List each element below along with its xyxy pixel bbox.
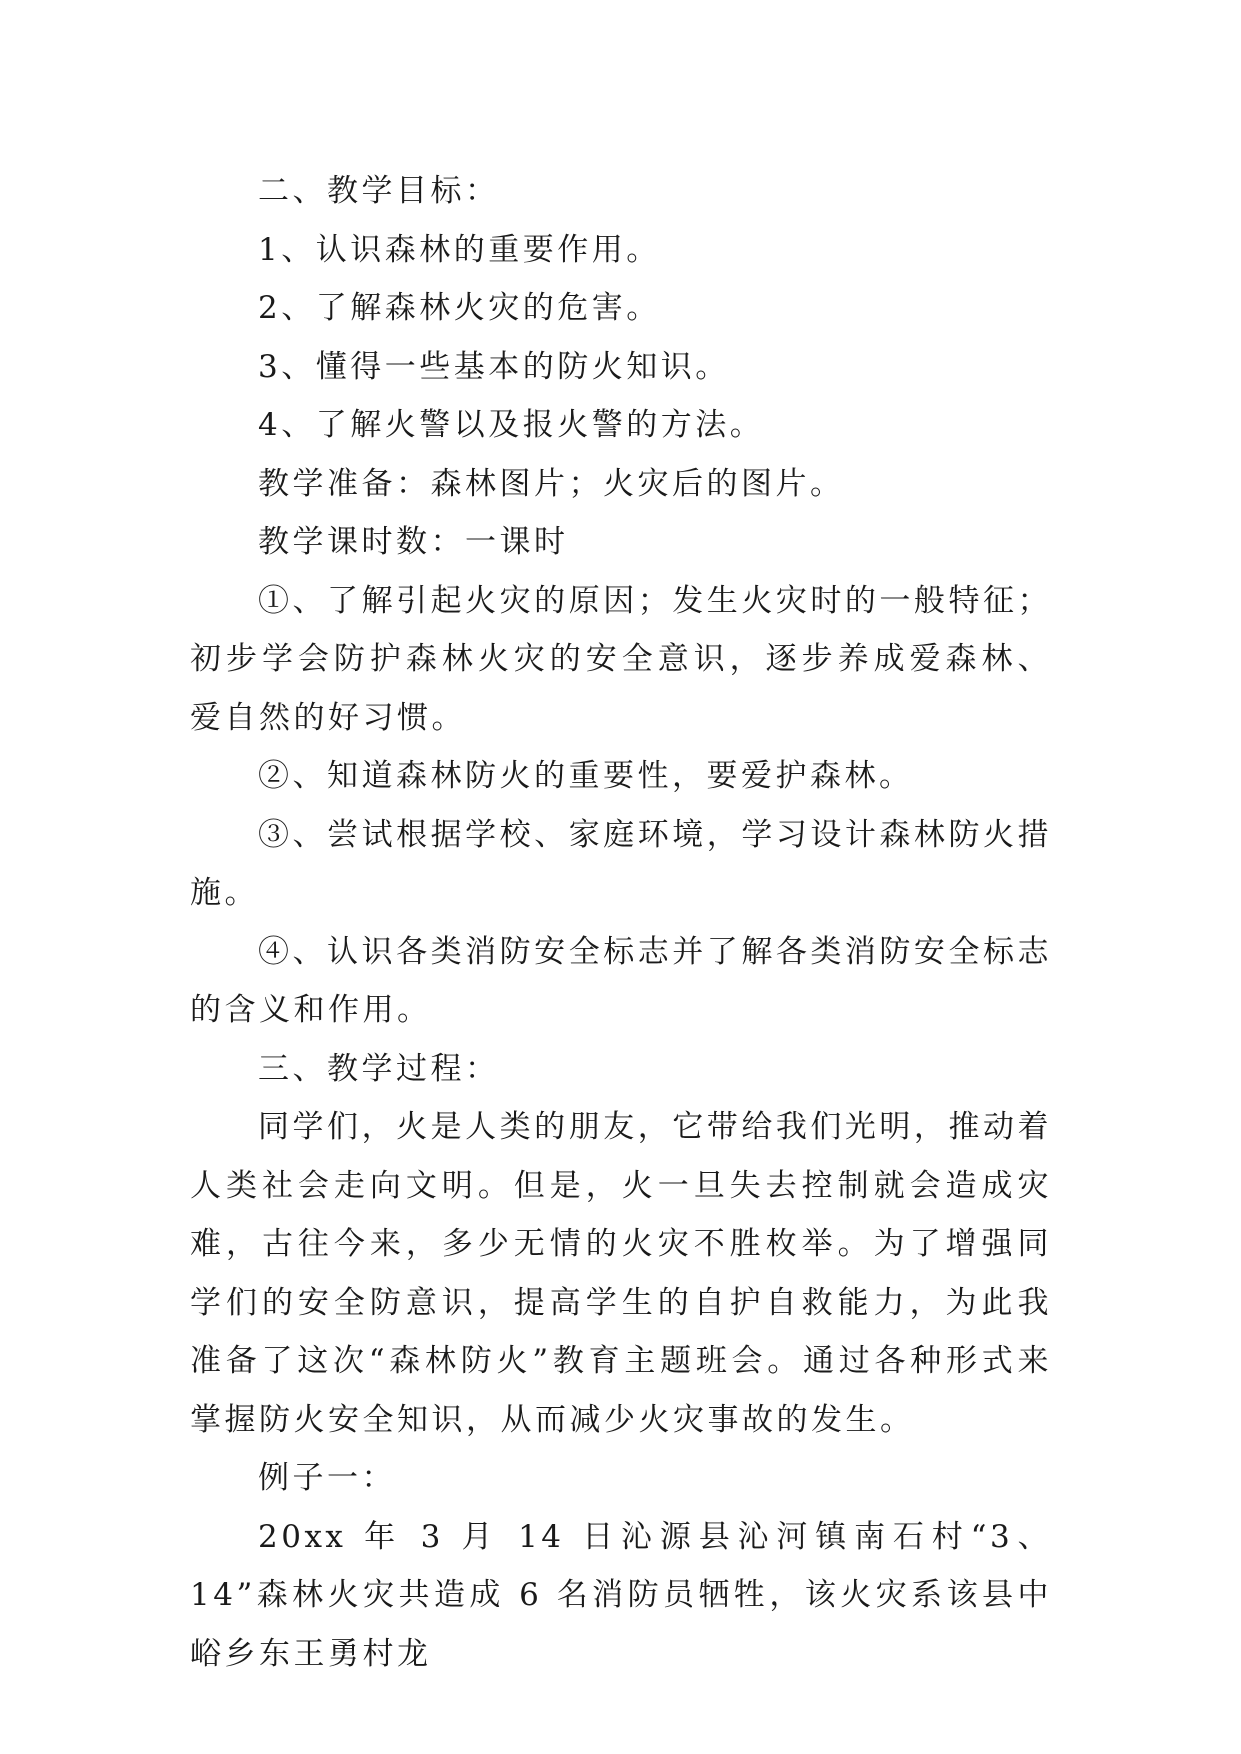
section-heading-objectives: 二、教学目标： xyxy=(258,173,500,209)
goal-paragraph-1: ①、了解引起火灾的原因；发生火灾时的一般特征；初步学会防护森林火灾的安全意识，逐步养成爱森林、爱自然的好习惯。 xyxy=(190,582,1052,736)
goal-paragraph-4: ④、认识各类消防安全标志并了解各类消防安全标志的含义和作用。 xyxy=(190,933,1052,1028)
example-heading: 例子一： xyxy=(258,1460,396,1496)
objective-item-1: 1、认识森林的重要作用。 xyxy=(258,231,661,268)
example-paragraph: 20xx 年 3 月 14 日沁源县沁河镇南石村“3、14”森林火灾共造成 6 名消防员牺牲，该火灾系该县中峪乡东王勇村龙 xyxy=(190,1518,1052,1672)
goal-paragraph-3: ③、尝试根据学校、家庭环境，学习设计森林防火措施。 xyxy=(190,816,1052,911)
section-heading-process: 三、教学过程： xyxy=(258,1050,500,1087)
teaching-preparation: 教学准备：森林图片；火灾后的图片。 xyxy=(258,465,845,502)
intro-paragraph: 同学们，火是人类的朋友，它带给我们光明，推动着人类社会走向文明。但是，火一旦失去控制就会造成灾难，古往今来，多少无情的火灾不胜枚举。为了增强同学们的安全防意识，提高学生的自护自救能力，为此我准备了这次“森林防火”教育主题班会。通过各种形式来掌握防火安全知识，从而减少火灾事故的发生。 xyxy=(190,1109,1052,1438)
objective-item-3: 3、懂得一些基本的防火知识。 xyxy=(258,348,730,385)
document-body xyxy=(190,162,1052,1683)
goal-paragraph-2: ②、知道森林防火的重要性，要爱护森林。 xyxy=(258,758,914,794)
objective-item-2: 2、了解森林火灾的危害。 xyxy=(258,290,661,326)
objective-item-4: 4、了解火警以及报火警的方法。 xyxy=(258,407,765,443)
teaching-hours: 教学课时数：一课时 xyxy=(258,524,569,560)
